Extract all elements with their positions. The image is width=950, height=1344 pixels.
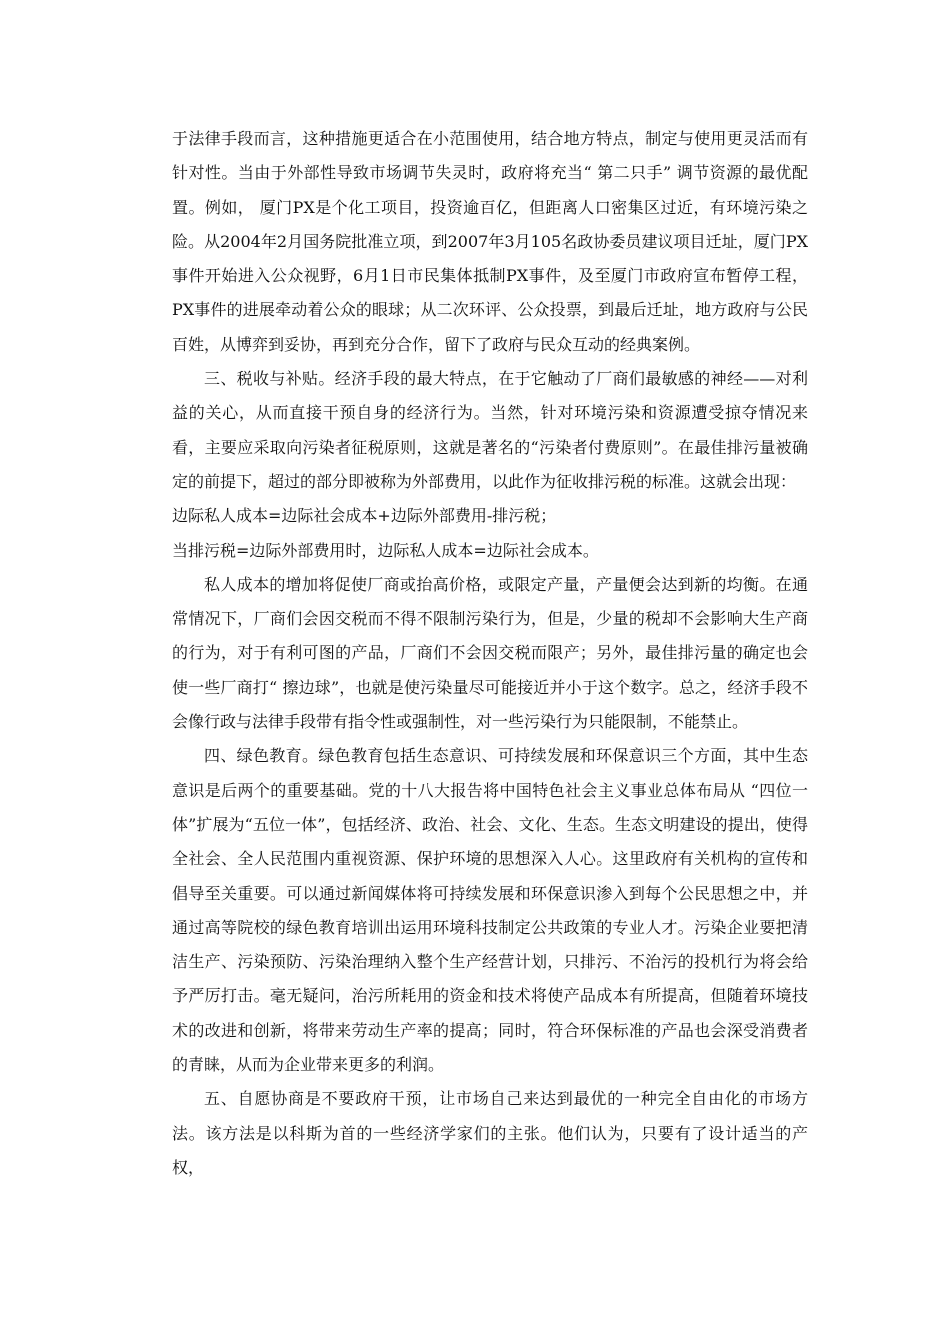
- paragraph-continuation: 于法律手段而言，这种措施更适合在小范围使用，结合地方特点，制定与使用更灵活而有针对性。当由于外部性导致市场调节失灵时，政府将充当“ 第二只手” 调节资源的最优配置。例如， 厦门PX是个化工项目，投资逾百亿，但距离人口密集区过近，有环境污染之险。从2004年2月国务院批准立项，到2007年3月105名政协委员建议项目迁址，厦门PX事件开始进入公众视野，6月1日市民集体抵制PX事件，及至厦门市政府宣布暂停工程，PX事件的进展牵动着公众的眼球；从二次环评、公众投票，到最后迁址，地方政府与公民百姓，从博弈到妥协，再到充分合作，留下了政府与民众互动的经典案例。: [172, 129, 808, 354]
- paragraph-green-education: 四、绿色教育。绿色教育包括生态意识、可持续发展和环保意识三个方面，其中生态意识是后两个的重要基础。党的十八大报告将中国特色社会主义事业总体布局从 “四位一体”扩展为“五位一体”，包括经济、政治、社会、文化、生态。生态文明建设的提出，使得全社会、全人民范围内重视资源、保护环境的思想深入人心。这里政府有关机构的宣传和倡导至关重要。可以通过新闻媒体将可持续发展和环保意识渗入到每个公民思想之中，并通过高等院校的绿色教育培训出运用环境科技制定公共政策的专业人才。污染企业要把清洁生产、污染预防、污染治理纳入整个生产经营计划，只排污、不治污的投机行为将会给予严厉打击。毫无疑问，治污所耗用的资金和技术将使产品成本有所提高，但随着环境技术的改进和创新，将带来劳动生产率的提高；同时，符合环保标准的产品也会深受消费者的青睐，从而为企业带来更多的利润。: [172, 746, 808, 1075]
- document-page: [172, 122, 808, 1185]
- paragraph-tax-subsidy: 三、税收与补贴。经济手段的最大特点，在于它触动了厂商们最敏感的神经——对利益的关心，从而直接干预自身的经济行为。当然，针对环境污染和资源遭受掠夺情况来看，主要应采取向污染者征税原则，这就是著名的“污染者付费原则”。在最佳排污量被确定的前提下，超过的部分即被称为外部费用，以此作为征收排污税的标准。这就会出现：: [172, 369, 808, 491]
- formula-marginal-private-cost: 边际私人成本=边际社会成本+边际外部费用-排污税；: [172, 506, 557, 526]
- paragraph-voluntary-negotiation: 五、自愿协商是不要政府干预，让市场自己来达到最优的一种完全自由化的市场方法。该方法是以科斯为首的一些经济学家们的主张。他们认为，只要有了设计适当的产权，: [172, 1089, 808, 1177]
- formula-equilibrium-condition: 当排污税=边际外部费用时，边际私人成本=边际社会成本。: [172, 540, 599, 560]
- paragraph-private-cost: 私人成本的增加将促使厂商或抬高价格，或限定产量，产量便会达到新的均衡。在通常情况下，厂商们会因交税而不得不限制污染行为，但是，少量的税却不会影响大生产商的行为，对于有利可图的产品，厂商们不会因交税而限产；另外，最佳排污量的确定也会使一些厂商打“ 擦边球”，也就是使污染量尽可能接近并小于这个数字。总之，经济手段不会像行政与法律手段带有指令性或强制性，对一些污染行为只能限制，不能禁止。: [172, 574, 808, 732]
